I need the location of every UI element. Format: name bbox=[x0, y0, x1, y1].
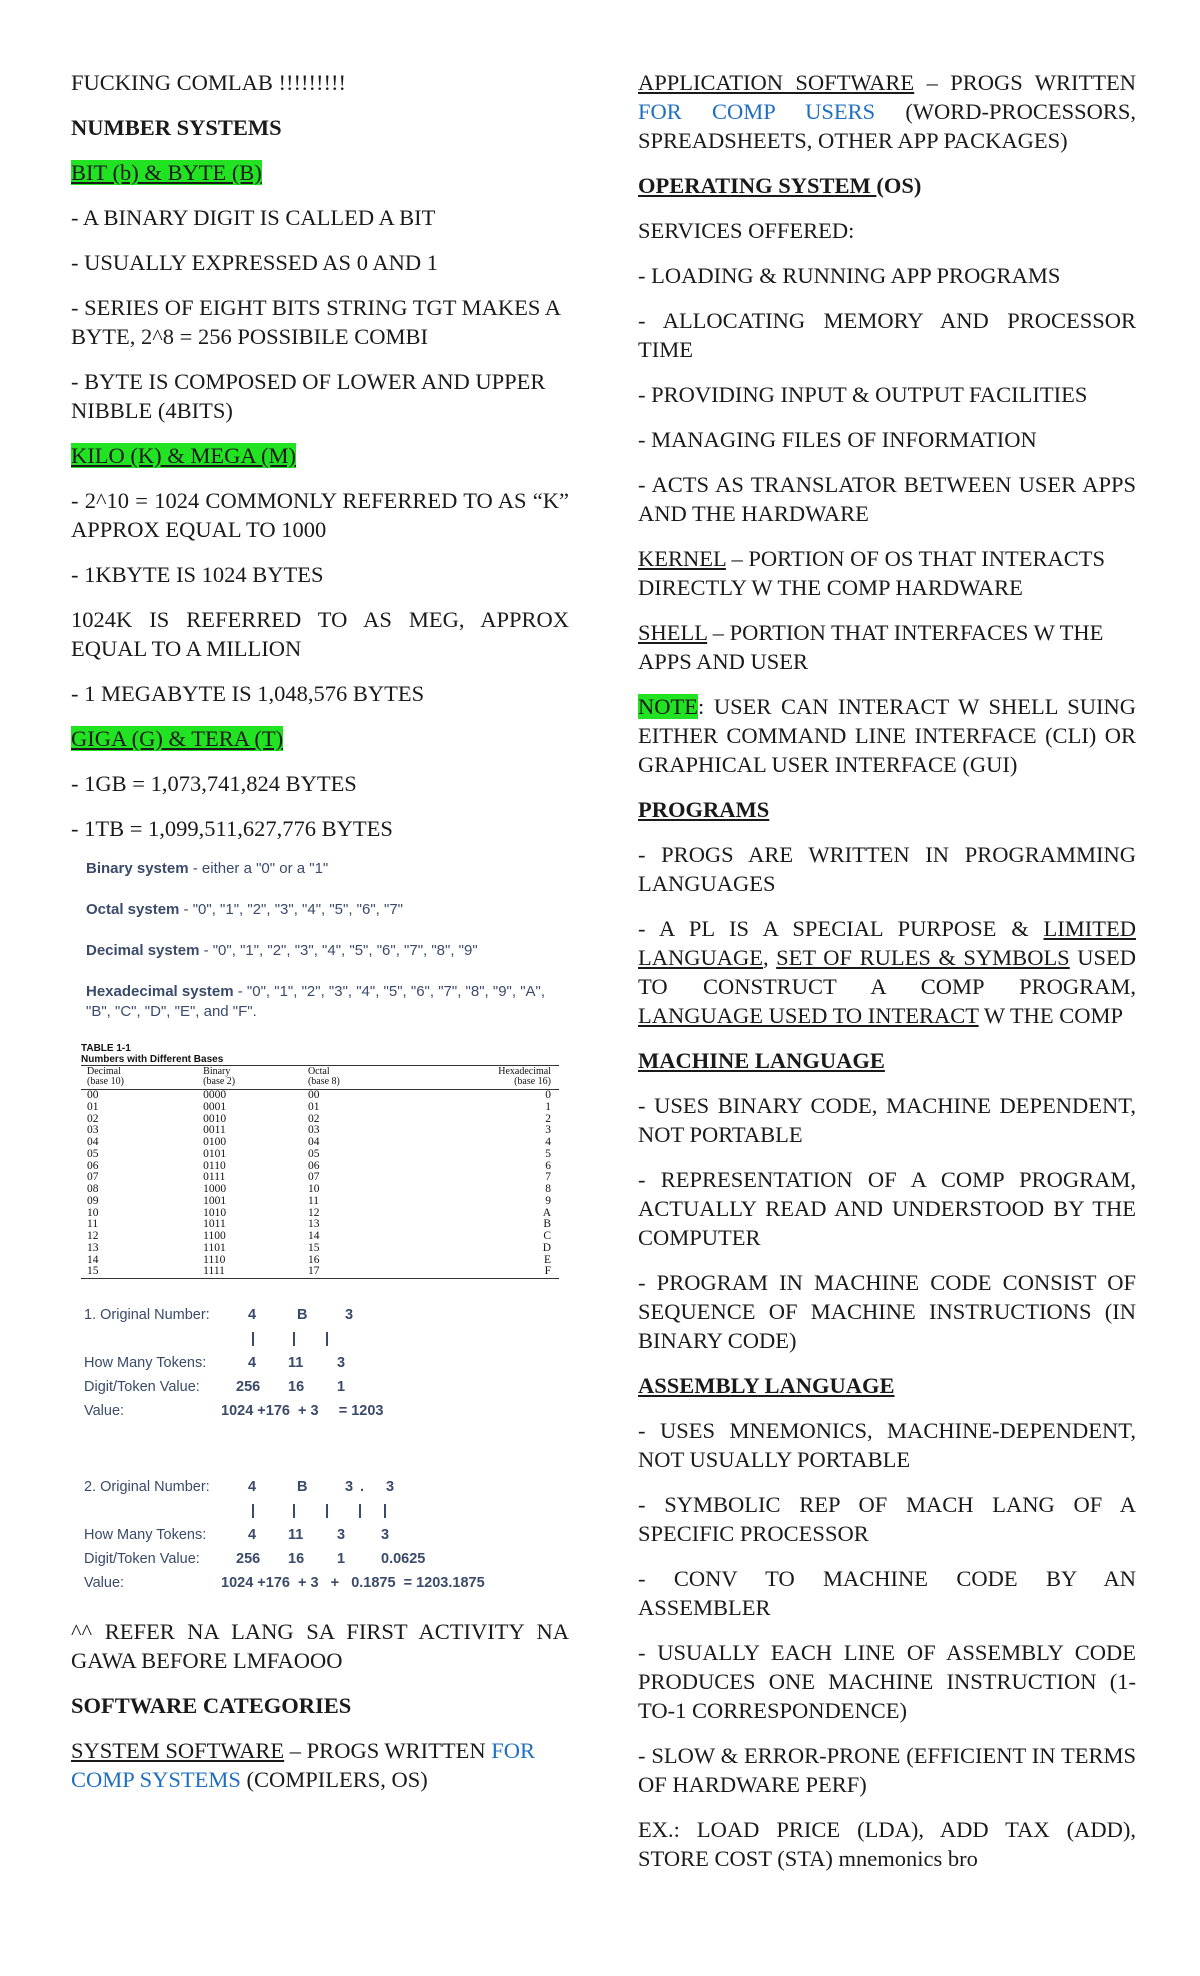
table-cell: 5 bbox=[545, 1147, 551, 1160]
table-cell: F bbox=[544, 1265, 551, 1278]
table-cell: 01 bbox=[87, 1100, 99, 1113]
table-cell: 0110 bbox=[203, 1159, 226, 1172]
table-cell: 05 bbox=[307, 1147, 320, 1160]
table-cell: 2 bbox=[545, 1112, 551, 1125]
system-software-audience: FOR COMP SYSTEMS bbox=[71, 1738, 536, 1792]
token-value: 11 bbox=[288, 1527, 304, 1543]
table-cell: 14 bbox=[307, 1230, 320, 1242]
table-cell: 1011 bbox=[203, 1218, 226, 1231]
os-heading: OPERATING SYSTEM (OS) bbox=[638, 173, 922, 198]
page-title: FUCKING COMLAB !!!!!!!!! bbox=[71, 70, 346, 95]
table-row bbox=[81, 1172, 559, 1184]
application-software-definition: APPLICATION SOFTWARE – PROGS WRITTEN FOR COMP USERS (WORD-PROCESSORS, SPREADSHEETS, OTHER APP PACKAGES) bbox=[638, 70, 1136, 153]
services-label: SERVICES OFFERED: bbox=[638, 218, 855, 243]
service-item: - ACTS AS TRANSLATOR BETWEEN USER APPS AND THE HARDWARE bbox=[638, 472, 1136, 526]
table-header: Hexadecimal (base 16) bbox=[407, 1066, 559, 1090]
table-cell: 03 bbox=[307, 1124, 320, 1137]
table-cell: 1000 bbox=[203, 1183, 227, 1195]
token-value: 3 bbox=[381, 1527, 390, 1543]
table-cell: 1001 bbox=[203, 1194, 227, 1207]
bases-table bbox=[81, 1065, 559, 1279]
application-software-term: APPLICATION SOFTWARE bbox=[638, 70, 915, 95]
example-2-label: 2. Original Number: bbox=[84, 1479, 210, 1495]
table-cell: 15 bbox=[87, 1265, 99, 1278]
table-cell: E bbox=[543, 1253, 551, 1266]
table-cell: 11 bbox=[87, 1218, 99, 1231]
example-1 bbox=[84, 1303, 569, 1423]
note-definition: NOTE: USER CAN INTERACT W SHELL SUING EITHER COMMAND LINE INTERFACE (CLI) OR GRAPHICAL USER INTERFACE (GUI) bbox=[638, 694, 1136, 777]
table-cell: 04 bbox=[307, 1136, 320, 1148]
table-cell: 00 bbox=[87, 1089, 99, 1101]
table-cell: 04 bbox=[87, 1136, 99, 1148]
table-cell: 08 bbox=[87, 1183, 99, 1195]
example-digit: 4 bbox=[248, 1479, 257, 1495]
token-value: 4 bbox=[248, 1527, 257, 1543]
table-row bbox=[81, 1208, 559, 1220]
table-cell: D bbox=[542, 1241, 551, 1254]
table-cell: 12 bbox=[87, 1230, 99, 1242]
table-cell: 1101 bbox=[203, 1241, 226, 1254]
kernel-definition: KERNEL – PORTION OF OS THAT INTERACTS DIRECTLY W THE COMP HARDWARE bbox=[638, 546, 1106, 600]
table-cell: 0001 bbox=[203, 1100, 227, 1113]
machine-line: - REPRESENTATION OF A COMP PROGRAM, ACTUALLY READ AND UNDERSTOOD BY THE COMPUTER bbox=[638, 1167, 1136, 1250]
table-caption-number: TABLE 1-1 bbox=[81, 1043, 131, 1054]
example-digit: 4 bbox=[248, 1307, 257, 1323]
example-connectors bbox=[84, 1499, 569, 1523]
table-cell: 3 bbox=[545, 1124, 551, 1137]
example-digit: B bbox=[297, 1307, 308, 1323]
system-hexadecimal: Hexadecimal system - "0", "1", "2", "3", "4", "5", "6", "7", "8", "9", "A", "B", "C", "D", "E", and "F". bbox=[86, 983, 546, 1020]
kilo-line-1: - 2^10 = 1024 COMMONLY REFERRED TO AS “K” APPROX EQUAL TO 1000 bbox=[71, 488, 569, 542]
table-cell: 00 bbox=[307, 1089, 320, 1101]
shell-definition: SHELL – PORTION THAT INTERFACES W THE APPS AND USER bbox=[638, 620, 1104, 674]
right-column bbox=[638, 68, 1136, 1889]
machine-language-heading: MACHINE LANGUAGE bbox=[638, 1048, 885, 1073]
table-cell: 0011 bbox=[203, 1124, 226, 1137]
table-row bbox=[81, 1196, 559, 1208]
refer-note: ^^ REFER NA LANG SA FIRST ACTIVITY NA GAWA BEFORE LMFAOOO bbox=[71, 1619, 569, 1673]
bit-line-4: - BYTE IS COMPOSED OF LOWER AND UPPER NIBBLE (4BITS) bbox=[71, 369, 546, 423]
table-row bbox=[81, 1243, 559, 1255]
table-row bbox=[81, 1137, 559, 1149]
table-cell: 7 bbox=[545, 1171, 551, 1184]
table-cell: B bbox=[543, 1218, 551, 1231]
bit-line-3: - SERIES OF EIGHT BITS STRING TGT MAKES A BYTE, 2^8 = 256 POSSIBILE COMBI bbox=[71, 295, 560, 349]
table-cell: 11 bbox=[307, 1194, 320, 1207]
machine-line: - PROGRAM IN MACHINE CODE CONSIST OF SEQUENCE OF MACHINE INSTRUCTIONS (IN BINARY CODE) bbox=[638, 1270, 1136, 1353]
example-digit: 3 bbox=[386, 1479, 395, 1495]
table-row bbox=[81, 1114, 559, 1126]
table-cell: 03 bbox=[87, 1124, 99, 1137]
example-digit: 3 bbox=[345, 1307, 354, 1323]
digit-value: 1 bbox=[337, 1379, 346, 1395]
bases-table-image bbox=[81, 1043, 559, 1279]
digit-value: 0.0625 bbox=[381, 1551, 426, 1567]
digit-value: 256 bbox=[236, 1551, 261, 1567]
table-header: Octal (base 8) bbox=[302, 1066, 407, 1090]
table-cell: 0000 bbox=[203, 1089, 227, 1101]
table-cell: 4 bbox=[545, 1136, 551, 1148]
pl-definition: - A PL IS A SPECIAL PURPOSE & LIMITED LANGUAGE, SET OF RULES & SYMBOLS USED TO CONSTRUCT A COMP PROGRAM, LANGUAGE USED TO INTERACT W THE COMP bbox=[638, 916, 1136, 1028]
giga-line-2: - 1TB = 1,099,511,627,776 BYTES bbox=[71, 816, 393, 841]
kernel-term: KERNEL bbox=[638, 546, 726, 571]
table-cell: 1110 bbox=[203, 1253, 226, 1266]
programs-heading: PROGRAMS bbox=[638, 797, 770, 822]
table-cell: 0111 bbox=[203, 1171, 226, 1184]
digit-value: 16 bbox=[288, 1551, 305, 1567]
left-column bbox=[71, 68, 569, 1810]
kilo-line-2: - 1KBYTE IS 1024 BYTES bbox=[71, 562, 324, 587]
system-software-term: SYSTEM SOFTWARE bbox=[71, 1738, 285, 1763]
table-cell: 07 bbox=[307, 1171, 320, 1184]
table-cell: 1010 bbox=[203, 1206, 227, 1219]
number-systems-heading: NUMBER SYSTEMS bbox=[71, 115, 282, 140]
table-row bbox=[81, 1219, 559, 1231]
table-cell: 17 bbox=[307, 1265, 320, 1278]
digit-value: 1 bbox=[337, 1551, 346, 1567]
service-item: - PROVIDING INPUT & OUTPUT FACILITIES bbox=[638, 382, 1088, 407]
table-cell: 05 bbox=[87, 1147, 99, 1160]
table-cell: 02 bbox=[307, 1112, 320, 1125]
table-body bbox=[81, 1090, 559, 1279]
service-item: - ALLOCATING MEMORY AND PROCESSOR TIME bbox=[638, 308, 1136, 362]
table-cell: 09 bbox=[87, 1194, 99, 1207]
example-connectors bbox=[84, 1327, 569, 1351]
table-cell: 02 bbox=[87, 1112, 99, 1125]
example-1-label: 1. Original Number: bbox=[84, 1307, 210, 1323]
assembly-line: - SLOW & ERROR-PRONE (EFFICIENT IN TERMS OF HARDWARE PERF) bbox=[638, 1743, 1136, 1797]
table-row bbox=[81, 1184, 559, 1196]
table-cell: 16 bbox=[307, 1253, 320, 1266]
programs-line: - PROGS ARE WRITTEN IN PROGRAMMING LANGUAGES bbox=[638, 842, 1136, 896]
table-header: Decimal (base 10) bbox=[81, 1066, 197, 1090]
table-cell: 0 bbox=[545, 1089, 551, 1101]
token-value: 3 bbox=[337, 1355, 346, 1371]
table-cell: 10 bbox=[87, 1206, 99, 1219]
table-row bbox=[81, 1266, 559, 1278]
value-label: Value: bbox=[84, 1403, 125, 1419]
system-octal: Octal system - "0", "1", "2", "3", "4", "5", "6", "7" bbox=[86, 901, 403, 918]
computed-value: 1024 +176 + 3 + 0.1875 = 1203.1875 bbox=[221, 1575, 485, 1591]
bit-byte-heading: BIT (b) & BYTE (B) bbox=[71, 160, 262, 185]
system-decimal: Decimal system - "0", "1", "2", "3", "4", "5", "6", "7", "8", "9" bbox=[86, 942, 478, 959]
assembly-line: - USUALLY EACH LINE OF ASSEMBLY CODE PRODUCES ONE MACHINE INSTRUCTION (1-TO-1 CORRESPONDENCE) bbox=[638, 1640, 1136, 1723]
number-systems-image bbox=[86, 859, 569, 1022]
giga-tera-heading: GIGA (G) & TERA (T) bbox=[71, 726, 284, 751]
kilo-line-4: - 1 MEGABYTE IS 1,048,576 BYTES bbox=[71, 681, 425, 706]
giga-line-1: - 1GB = 1,073,741,824 BYTES bbox=[71, 771, 357, 796]
kilo-mega-heading: KILO (K) & MEGA (M) bbox=[71, 443, 296, 468]
application-software-audience: FOR COMP USERS bbox=[638, 99, 876, 124]
table-cell: 9 bbox=[545, 1194, 551, 1207]
table-cell: 06 bbox=[87, 1159, 99, 1172]
assembly-line: - SYMBOLIC REP OF MACH LANG OF A SPECIFIC PROCESSOR bbox=[638, 1492, 1136, 1546]
table-cell: 12 bbox=[307, 1206, 320, 1219]
digit-value: 256 bbox=[236, 1379, 261, 1395]
note-term: NOTE bbox=[638, 694, 698, 719]
system-binary: Binary system - either a "0" or a "1" bbox=[86, 860, 329, 877]
assembly-line: - CONV TO MACHINE CODE BY AN ASSEMBLER bbox=[638, 1566, 1136, 1620]
table-row bbox=[81, 1125, 559, 1137]
table-header: Binary (base 2) bbox=[197, 1066, 302, 1090]
example-digit: B bbox=[297, 1479, 308, 1495]
shell-term: SHELL bbox=[638, 620, 708, 645]
table-cell: 01 bbox=[307, 1100, 320, 1113]
table-cell: 06 bbox=[307, 1159, 320, 1172]
kilo-line-3: 1024K IS REFERRED TO AS MEG, APPROX EQUAL TO A MILLION bbox=[71, 607, 569, 661]
machine-line: - USES BINARY CODE, MACHINE DEPENDENT, NOT PORTABLE bbox=[638, 1093, 1136, 1147]
table-row bbox=[81, 1149, 559, 1161]
system-software-definition: SYSTEM SOFTWARE – PROGS WRITTEN FOR COMP SYSTEMS (COMPILERS, OS) bbox=[71, 1738, 536, 1792]
digit-value-label: Digit/Token Value: bbox=[84, 1551, 200, 1567]
table-row bbox=[81, 1231, 559, 1243]
table-row bbox=[81, 1255, 559, 1267]
table-row bbox=[81, 1161, 559, 1173]
value-label: Value: bbox=[84, 1575, 125, 1591]
table-cell: 0100 bbox=[203, 1136, 227, 1148]
table-cell: 6 bbox=[545, 1159, 551, 1172]
computed-value: 1024 +176 + 3 = 1203 bbox=[221, 1403, 384, 1419]
example-digit: 3 bbox=[345, 1479, 354, 1495]
table-cell: 15 bbox=[307, 1241, 320, 1254]
table-cell: 13 bbox=[307, 1218, 320, 1231]
table-cell: 14 bbox=[87, 1253, 99, 1266]
table-cell: 1 bbox=[545, 1100, 551, 1113]
example-2 bbox=[84, 1475, 569, 1595]
table-cell: 8 bbox=[545, 1183, 551, 1195]
example-digit: . bbox=[360, 1479, 365, 1495]
table-cell: 13 bbox=[87, 1241, 99, 1254]
table-cell: 0010 bbox=[203, 1112, 227, 1125]
bit-line-1: - A BINARY DIGIT IS CALLED A BIT bbox=[71, 205, 436, 230]
tokens-label: How Many Tokens: bbox=[84, 1527, 207, 1543]
assembly-line: EX.: LOAD PRICE (LDA), ADD TAX (ADD), STORE COST (STA) mnemonics bro bbox=[638, 1817, 1136, 1871]
table-cell: 10 bbox=[307, 1183, 320, 1195]
table-caption-title: Numbers with Different Bases bbox=[81, 1054, 224, 1065]
table-cell: 07 bbox=[87, 1171, 99, 1184]
table-cell: 1100 bbox=[203, 1230, 226, 1242]
digit-value: 16 bbox=[288, 1379, 305, 1395]
token-value: 11 bbox=[288, 1355, 304, 1371]
bit-line-2: - USUALLY EXPRESSED AS 0 AND 1 bbox=[71, 250, 438, 275]
software-categories-heading: SOFTWARE CATEGORIES bbox=[71, 1693, 352, 1718]
table-row bbox=[81, 1102, 559, 1114]
digit-value-label: Digit/Token Value: bbox=[84, 1379, 200, 1395]
assembly-line: - USES MNEMONICS, MACHINE-DEPENDENT, NOT USUALLY PORTABLE bbox=[638, 1418, 1136, 1472]
table-cell: 1111 bbox=[203, 1265, 225, 1278]
service-item: - MANAGING FILES OF INFORMATION bbox=[638, 427, 1037, 452]
token-value: 4 bbox=[248, 1355, 257, 1371]
tokens-label: How Many Tokens: bbox=[84, 1355, 207, 1371]
table-cell: C bbox=[543, 1230, 551, 1242]
token-value: 3 bbox=[337, 1527, 346, 1543]
assembly-language-heading: ASSEMBLY LANGUAGE bbox=[638, 1373, 895, 1398]
table-cell: A bbox=[542, 1206, 551, 1219]
table-row bbox=[81, 1090, 559, 1102]
table-cell: 0101 bbox=[203, 1147, 227, 1160]
service-item: - LOADING & RUNNING APP PROGRAMS bbox=[638, 263, 1061, 288]
